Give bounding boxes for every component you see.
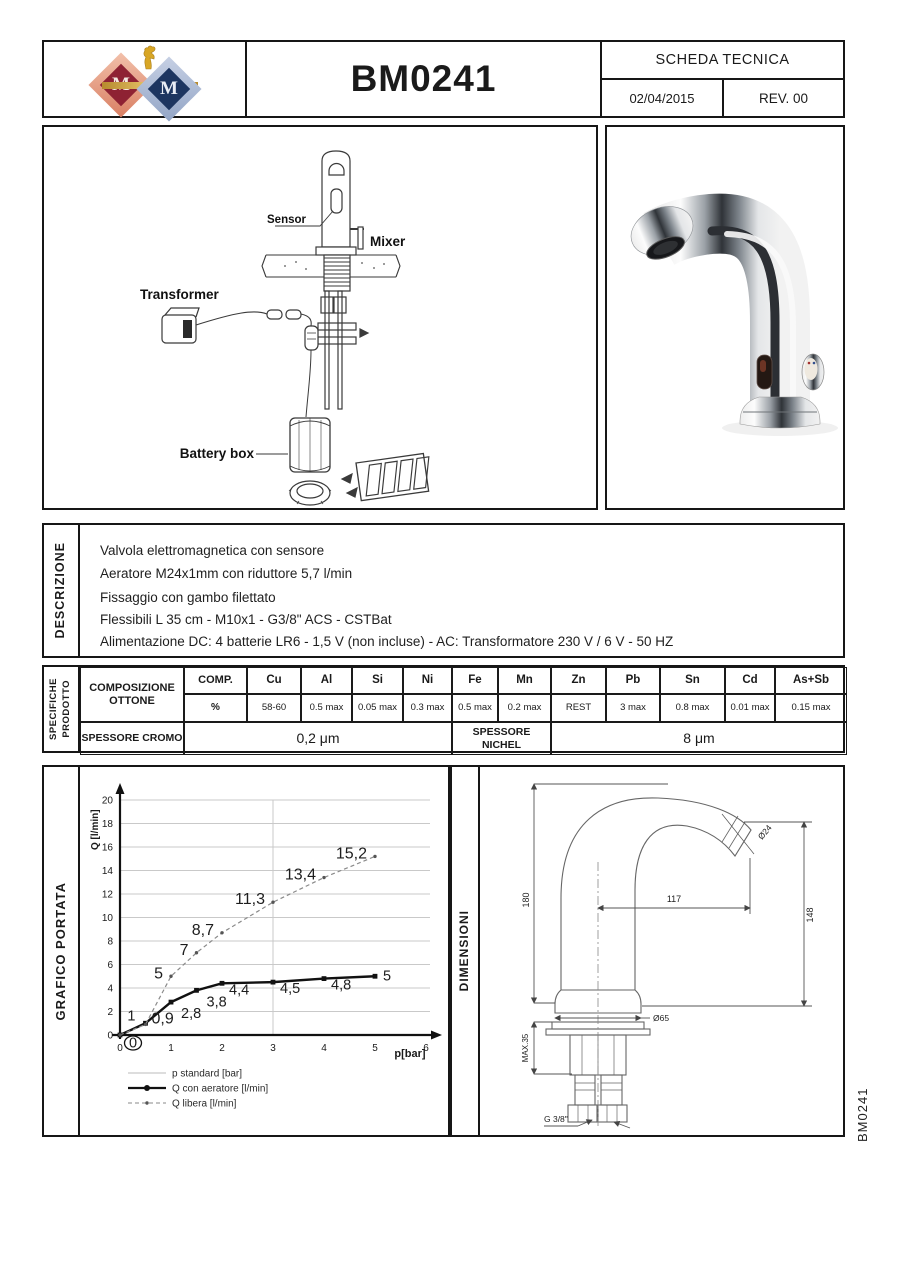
installation-diagram	[44, 127, 596, 508]
element-value: 0.5 max	[301, 694, 352, 722]
element-header: Zn	[551, 667, 606, 694]
y-tick-label: 18	[101, 819, 113, 830]
y-tick-label: 6	[107, 960, 113, 971]
element-header: Mn	[498, 667, 551, 694]
x-tick-label: 6	[423, 1043, 429, 1054]
legend-label: p standard [bar]	[172, 1068, 243, 1080]
series-libera-line	[120, 856, 375, 1035]
element-value: 0.15 max	[775, 694, 847, 722]
legend-label: Q libera [l/min]	[172, 1098, 237, 1110]
element-value: 0.2 max	[498, 694, 551, 722]
element-value: 0.3 max	[403, 694, 452, 722]
x-tick-label: 2	[219, 1043, 225, 1054]
element-header: Cd	[725, 667, 775, 694]
header-block	[42, 40, 845, 118]
diagram-label-transformer: Transformer	[140, 287, 219, 302]
data-label: 13,4	[284, 866, 316, 884]
legend-marker-aeratore	[144, 1085, 150, 1091]
product-photo	[607, 127, 843, 508]
side-code: BM0241	[855, 1087, 870, 1142]
dim-inlet-thread: G 3/8"	[544, 1114, 568, 1124]
element-value: 3 max	[606, 694, 660, 722]
comp-row-title: COMPOSIZIONE OTTONE	[80, 667, 184, 722]
doc-date: 02/04/2015	[629, 90, 695, 106]
diagram-label-battery-box: Battery box	[179, 446, 254, 461]
x-tick-label: 4	[321, 1043, 327, 1054]
series-aeratore-marker	[194, 988, 199, 993]
series-aeratore-marker	[271, 980, 276, 985]
series-libera-marker	[144, 1023, 147, 1026]
descrizione-line: Fissaggio con gambo filettato	[100, 590, 276, 605]
diagram-label-mixer: Mixer	[370, 234, 406, 249]
data-label: 3,8	[206, 994, 227, 1011]
page-title: BM0241	[350, 58, 497, 99]
descrizione-line: Aeratore M24x1mm con riduttore 5,7 l/min	[100, 566, 353, 581]
doc-type-label: SCHEDA TECNICA	[655, 52, 790, 68]
element-header: Al	[301, 667, 352, 694]
element-value: 58-60	[247, 694, 301, 722]
y-tick-label: 12	[101, 889, 113, 901]
element-value: REST	[551, 694, 606, 722]
spessore-cromo-value: 0,2 μm	[184, 722, 452, 755]
data-label: 8,7	[191, 921, 214, 939]
data-label: 15,2	[335, 845, 367, 863]
x-tick-label: 5	[372, 1043, 378, 1054]
data-label: 7	[179, 941, 189, 959]
descrizione-line: Valvola elettromagnetica con sensore	[100, 543, 325, 558]
series-libera-marker	[271, 901, 274, 904]
comp-header: COMP.	[184, 667, 247, 694]
series-libera-marker	[373, 855, 376, 858]
comp-unit: %	[184, 694, 247, 722]
y-tick-label: 2	[107, 1007, 113, 1018]
element-value: 0.5 max	[452, 694, 498, 722]
dim-max-thickness: MAX.35	[521, 1033, 530, 1063]
spessore-nichel-value: 8 μm	[551, 722, 847, 755]
data-label: 11,3	[235, 891, 265, 909]
y-tick-label: 10	[101, 913, 113, 924]
element-value: 0.05 max	[352, 694, 403, 722]
series-libera-marker	[195, 951, 198, 954]
element-value: 0.8 max	[660, 694, 725, 722]
element-header: Sn	[660, 667, 725, 694]
dim-base-diameter: Ø65	[653, 1013, 670, 1023]
element-header: As+Sb	[775, 667, 847, 694]
spessore-nichel-label: SPESSORE NICHEL	[452, 722, 551, 755]
x-axis-arrow	[431, 1031, 442, 1040]
element-header: Pb	[606, 667, 660, 694]
x-tick-label: 3	[270, 1043, 276, 1054]
data-label: 0	[128, 1035, 138, 1052]
dim-total-height: 180	[521, 892, 531, 908]
data-label: 4,4	[229, 982, 250, 999]
composition-table	[78, 665, 845, 753]
y-tick-label: 14	[101, 866, 113, 877]
series-libera-marker	[322, 876, 325, 879]
section-label-descrizione: DESCRIZIONE	[53, 542, 67, 639]
x-tick-label: 0	[117, 1043, 123, 1054]
data-label: 0,9	[151, 1010, 174, 1028]
sensor-window	[757, 355, 772, 389]
legend-marker-libera	[145, 1101, 148, 1104]
spessore-cromo-label: SPESSORE CROMO	[80, 722, 184, 755]
data-label: 2,8	[181, 1006, 202, 1023]
dimension-drawing	[482, 770, 842, 1134]
legend-label: Q con aeratore [l/min]	[172, 1083, 269, 1095]
data-label: 1	[127, 1008, 136, 1025]
element-value: 0.01 max	[725, 694, 775, 722]
dim-spout-reach: 117	[666, 894, 682, 904]
section-label-dimensioni: DIMENSIONI	[457, 910, 471, 992]
dim-spout-diameter: Ø24	[755, 822, 774, 842]
y-tick-label: 4	[107, 983, 113, 995]
y-tick-label: 0	[107, 1030, 113, 1042]
diagram-label-sensor: Sensor	[267, 214, 306, 226]
data-label: 4,5	[280, 981, 301, 998]
series-libera-marker	[118, 1033, 121, 1036]
data-label: 5	[383, 968, 392, 985]
series-libera-marker	[169, 975, 172, 978]
x-tick-label: 1	[168, 1043, 174, 1054]
data-label: 4,8	[331, 977, 352, 994]
logo-monogram-right: M	[160, 78, 178, 99]
flow-rate-chart	[78, 768, 450, 1116]
series-aeratore-marker	[322, 976, 327, 981]
descrizione-line: Flessibili L 35 cm - M10x1 - G3/8" ACS - CSTBat	[100, 612, 392, 627]
section-label-specifiche-1: SPECIFICHE	[48, 677, 59, 740]
descrizione-line: Alimentazione DC: 4 batterie LR6 - 1,5 V (non incluse) - AC: Transformatore 230 V / 6 V - 50 HZ	[100, 634, 674, 649]
series-libera-marker	[220, 931, 223, 934]
element-header: Ni	[403, 667, 452, 694]
company-logo	[84, 42, 214, 116]
series-aeratore-marker	[373, 974, 378, 979]
mixer-knob	[802, 354, 824, 390]
y-tick-label: 20	[101, 795, 113, 807]
y-tick-label: 8	[107, 936, 113, 948]
y-axis-title: Q [l/min]	[90, 809, 101, 850]
element-header: Cu	[247, 667, 301, 694]
data-label: 5	[154, 965, 163, 983]
dim-spout-height: 148	[805, 907, 815, 923]
element-header: Fe	[452, 667, 498, 694]
descrizione-lines	[100, 543, 820, 653]
y-axis-arrow	[116, 783, 125, 794]
section-label-grafico: GRAFICO PORTATA	[52, 881, 68, 1021]
x-axis-title: p[bar]	[394, 1048, 426, 1060]
y-tick-label: 16	[101, 842, 113, 854]
series-aeratore-marker	[169, 1000, 174, 1005]
series-aeratore-marker	[220, 981, 225, 986]
doc-revision: REV. 00	[758, 90, 809, 106]
element-header: Si	[352, 667, 403, 694]
section-label-specifiche-2: PRODOTTO	[61, 680, 72, 738]
